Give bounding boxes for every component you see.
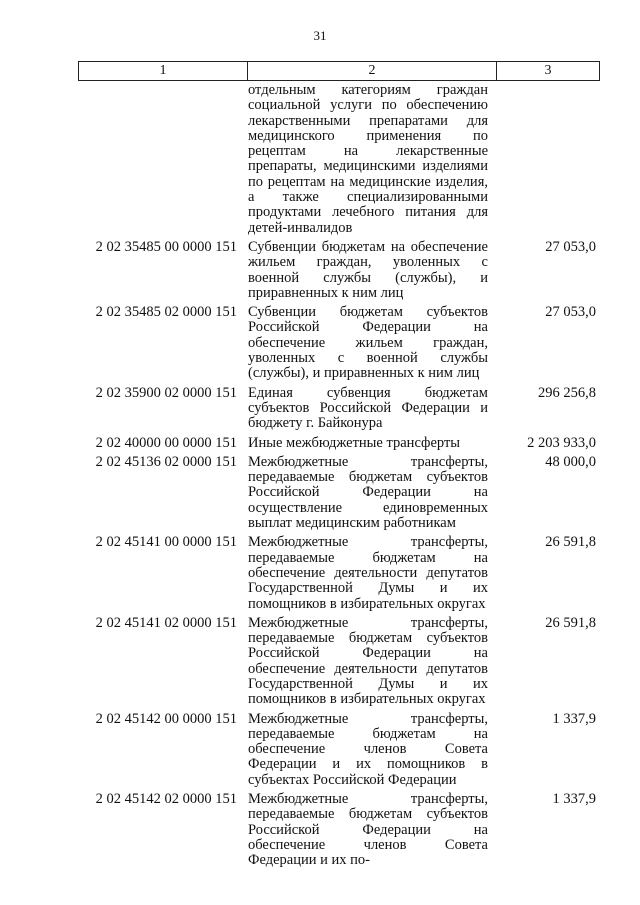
budget-code: 2 02 45136 02 0000 151 xyxy=(95,453,237,470)
budget-code: 2 02 45142 02 0000 151 xyxy=(95,791,237,808)
row-description: Единая субвенция бюджетам субъектов Российской Федерации и бюджету г. Байконура xyxy=(248,384,488,432)
row-description: отдельным категориям граждан социальной услуги по обеспечению лекарственными препаратами для медицинского применения по рецептам на лекарственные препараты, медицинскими изделиями по рецептам на медицинские изделия, а также специализированными продуктами лечебного питания для детей-инвалидов xyxy=(248,82,488,236)
table-body xyxy=(78,83,600,873)
row-description: Межбюджетные трансферты, передаваемые бюджетам на обеспечение членов Совета Федерации и их помощников в субъектах Российской Федерации xyxy=(248,710,488,788)
budget-code: 2 02 35485 00 0000 151 xyxy=(95,238,237,255)
budget-code: 2 02 35485 02 0000 151 xyxy=(95,304,237,321)
table-row xyxy=(78,616,600,708)
table-row xyxy=(78,455,600,531)
budget-code: 2 02 45141 02 0000 151 xyxy=(95,614,237,631)
page-number: 31 xyxy=(313,28,327,43)
row-description: Межбюджетные трансферты, передаваемые бюджетам на обеспечение деятельности депутатов Государственной Думы и их помощников в избирательных округах xyxy=(248,534,488,612)
column-header-1: 1 xyxy=(79,62,248,80)
row-amount: 26 591,8 xyxy=(545,614,596,631)
row-description: Межбюджетные трансферты, передаваемые бюджетам субъектов Российской Федерации на обеспечение членов Совета Федерации и их по- xyxy=(248,791,488,869)
budget-code: 2 02 40000 00 0000 151 xyxy=(95,434,237,451)
budget-code: 2 02 45142 00 0000 151 xyxy=(95,710,237,727)
row-description: Субвенции бюджетам субъектов Российской Федерации на обеспечение жильем граждан, уволенных с военной службы (службы), и приравненных к ним лиц xyxy=(248,304,488,382)
column-header-3: 3 xyxy=(544,63,552,78)
table-row xyxy=(78,240,600,301)
table-row xyxy=(78,535,600,611)
row-amount: 27 053,0 xyxy=(545,304,596,321)
row-description: Межбюджетные трансферты, передаваемые бюджетам субъектов Российской Федерации на осуществление единовременных выплат медицинским работникам xyxy=(248,453,488,532)
budget-code: 2 02 35900 02 0000 151 xyxy=(95,384,237,401)
table-row xyxy=(78,436,600,451)
row-description: Иные межбюджетные трансферты xyxy=(248,434,461,451)
table-row xyxy=(78,386,600,432)
row-description: Межбюджетные трансферты, передаваемые бюджетам субъектов Российской Федерации на обеспечение деятельности депутатов Государственной Думы и их помощников в избирательных округах xyxy=(248,614,488,708)
budget-code: 2 02 45141 00 0000 151 xyxy=(95,534,237,551)
table-row xyxy=(78,792,600,868)
row-amount: 296 256,8 xyxy=(538,384,596,401)
table-header xyxy=(78,61,600,81)
table-row xyxy=(78,83,600,236)
column-header-2: 2 xyxy=(248,62,497,80)
row-amount: 1 337,9 xyxy=(552,710,596,727)
row-amount: 1 337,9 xyxy=(552,791,596,808)
budget-code xyxy=(78,83,243,236)
row-amount: 27 053,0 xyxy=(545,238,596,255)
table-row xyxy=(78,712,600,788)
row-description: Субвенции бюджетам на обеспечение жильем граждан, уволенных с военной службы (службы), и приравненных к ним лиц xyxy=(248,238,488,301)
row-amount: 26 591,8 xyxy=(545,534,596,551)
row-amount: 48 000,0 xyxy=(545,453,596,470)
row-amount xyxy=(488,83,600,236)
row-amount: 2 203 933,0 xyxy=(527,434,596,451)
table-row xyxy=(78,305,600,381)
